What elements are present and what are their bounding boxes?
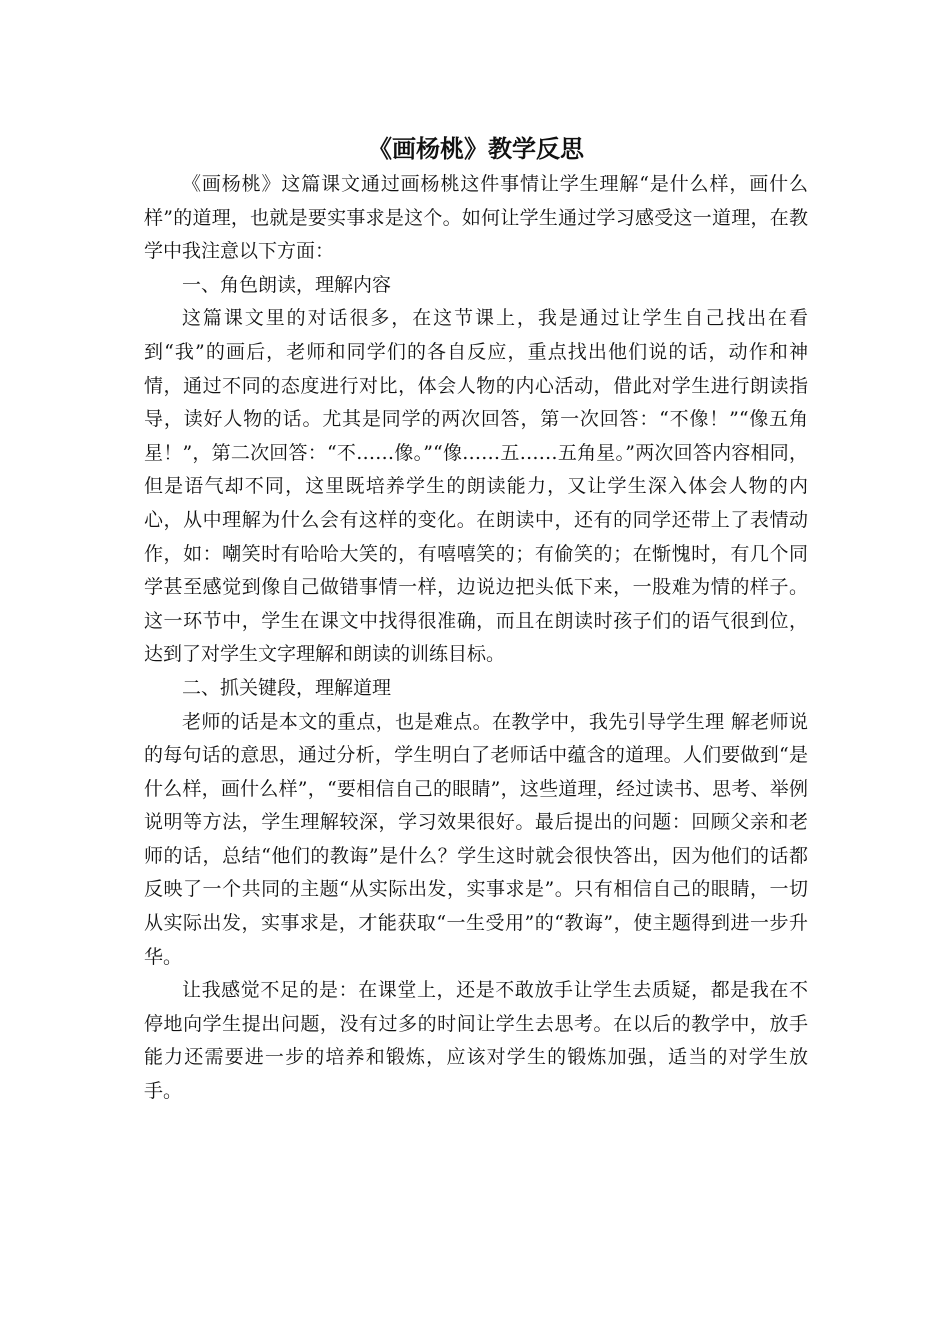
intro-paragraph: 《画杨桃》这篇课文通过画杨桃这件事情让学生理解“是什么样，画什么样”的道理，也就是要实事求是这个。如何让学生通过学习感受这一道理，在教学中我注意以下方面： <box>144 173 808 263</box>
section-2-paragraph: 老师的话是本文的重点，也是难点。在教学中，我先引导学生理 解老师说的每句话的意思，通过分析，学生明白了老师话中蕴含的道理。人们要做到“是什么样，画什么样”，“要相信自己的眼睛”，这些道理，经过读书、思考、举例说明等方法，学生理解较深，学习效果很好。最后提出的问题：回顾父亲和老师的话，总结“他们的教诲”是什么？学生这时就会很快答出，因为他们的话都反映了一个共同的主题“从实际出发，实事求是”。只有相信自己的眼睛，一切从实际出发，实事求是，才能获取“一生受用”的“教诲”，使主题得到进一步升华。 <box>144 710 808 968</box>
conclusion-paragraph: 让我感觉不足的是：在课堂上，还是不敢放手让学生去质疑，都是我在不停地向学生提出问题，没有过多的时间让学生去思考。在以后的教学中，放手能力还需要进一步的培养和锻炼，应该对学生的锻炼加强，适当的对学生放手。 <box>144 979 808 1103</box>
document-title: 《画杨桃》教学反思 <box>368 134 584 163</box>
document-body <box>144 132 808 1109</box>
section-heading-1: 一、角色朗读，理解内容 <box>182 273 392 296</box>
section-1-paragraph: 这篇课文里的对话很多，在这节课上，我是通过让学生自己找出在看到“我”的画后，老师和同学们的各自反应，重点找出他们说的话，动作和神情，通过不同的态度进行对比，体会人物的内心活动，借此对学生进行朗读指导，读好人物的话。尤其是同学的两次回答，第一次回答：“不像！”“像五角星！”，第二次回答：“不……像。”“像……五……五角星。”两次回答内容相同，但是语气却不同，这里既培养学生的朗读能力，又让学生深入体会人物的内心，从中理解为什么会有这样的变化。在朗读中，还有的同学还带上了表情动作，如：嘲笑时有哈哈大笑的，有嘻嘻笑的；有偷笑的；在惭愧时，有几个同学甚至感觉到像自己做错事情一样，边说边把头低下来，一股难为情的样子。这一环节中，学生在课文中找得很准确，而且在朗读时孩子们的语气很到位，达到了对学生文字理解和朗读的训练目标。 <box>144 307 808 666</box>
section-heading-2: 二、抓关键段，理解道理 <box>182 676 392 699</box>
